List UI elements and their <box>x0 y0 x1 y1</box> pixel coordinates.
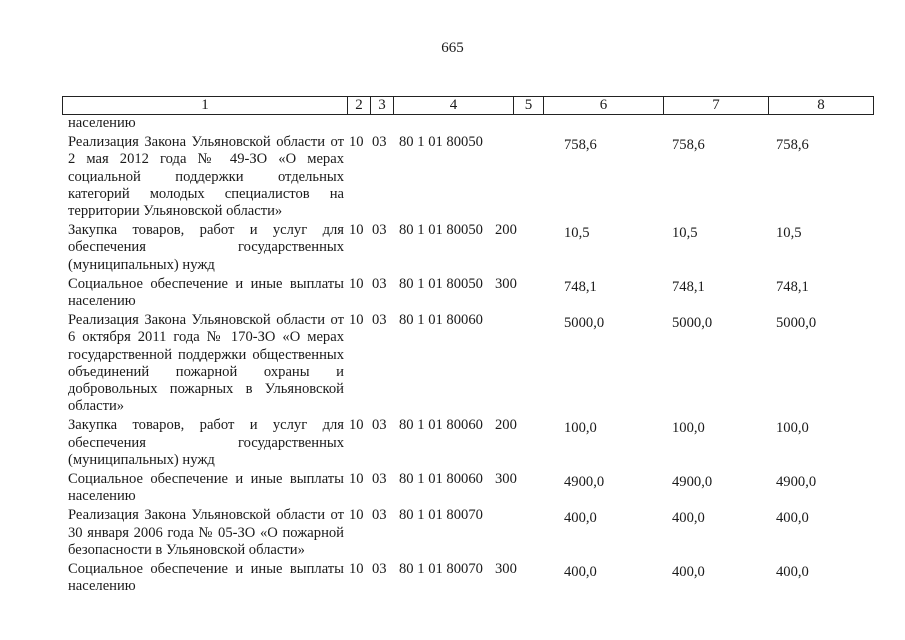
column-header-7: 7 <box>664 97 769 115</box>
cell-expense-type: 300 <box>495 561 517 578</box>
table-row <box>68 471 828 505</box>
cell-amount-7: 400,0 <box>672 510 705 527</box>
cell-expense-type: 200 <box>495 417 517 434</box>
table-row <box>68 561 828 595</box>
table-row <box>68 312 828 415</box>
row-description: Закупка товаров, работ и услуг для обеспечения государственных (муниципальных) нужд <box>68 417 344 468</box>
column-header-2: 2 <box>348 97 371 115</box>
cell-amount-6: 758,6 <box>564 137 597 154</box>
cell-amount-8: 758,6 <box>776 137 809 154</box>
cell-subsection: 03 <box>372 134 387 151</box>
cell-amount-6: 748,1 <box>564 278 597 295</box>
cell-subsection: 03 <box>372 312 387 329</box>
row-description: Социальное обеспечение и иные выплаты населению <box>68 561 344 595</box>
cell-target-code: 80 1 01 80050 <box>399 134 483 151</box>
cell-section: 10 <box>349 312 364 329</box>
page-number: 665 <box>441 40 464 56</box>
cell-amount-7: 10,5 <box>672 225 698 242</box>
cell-target-code: 80 1 01 80060 <box>399 417 483 434</box>
cell-target-code: 80 1 01 80070 <box>399 561 483 578</box>
cell-amount-6: 10,5 <box>564 225 590 242</box>
cell-amount-6: 4900,0 <box>564 474 605 491</box>
cell-subsection: 03 <box>372 275 387 292</box>
cell-amount-7: 5000,0 <box>672 315 713 332</box>
column-header-8: 8 <box>769 97 874 115</box>
cell-expense-type: 300 <box>495 471 517 488</box>
cell-amount-8: 100,0 <box>776 420 809 437</box>
row-description: Реализация Закона Ульяновской области от 6 октября 2011 года № 170-ЗО «О мерах государственной поддержки общественных объединений пожарной охраны и добровольных пожарных в Ульяновской области» <box>68 312 344 415</box>
cell-subsection: 03 <box>372 471 387 488</box>
cell-amount-7: 400,0 <box>672 564 705 581</box>
cell-section: 10 <box>349 417 364 434</box>
cell-amount-8: 5000,0 <box>776 315 817 332</box>
row-description: Социальное обеспечение и иные выплаты населению <box>68 275 344 310</box>
row-description: Социальное обеспечение и иные выплаты населению <box>68 471 344 505</box>
column-header-row <box>63 97 874 115</box>
cell-amount-8: 4900,0 <box>776 474 817 491</box>
table-row <box>68 134 828 220</box>
column-header-table <box>62 96 874 115</box>
cell-target-code: 80 1 01 80060 <box>399 471 483 488</box>
column-header-4: 4 <box>394 97 514 115</box>
cell-expense-type: 200 <box>495 222 517 239</box>
column-header-5: 5 <box>514 97 544 115</box>
column-header-1: 1 <box>63 97 348 115</box>
cell-amount-7: 4900,0 <box>672 474 713 491</box>
cell-amount-6: 400,0 <box>564 510 597 527</box>
cell-section: 10 <box>349 561 364 578</box>
cell-amount-7: 748,1 <box>672 278 705 295</box>
row-description: населению <box>68 115 136 131</box>
row-description: Закупка товаров, работ и услуг для обеспечения государственных (муниципальных) нужд <box>68 222 344 273</box>
cell-target-code: 80 1 01 80050 <box>399 222 483 239</box>
row-description: Реализация Закона Ульяновской области от 2 мая 2012 года № 49-ЗО «О мерах социальной поддержки отдельных категорий молодых специалистов на территории Ульяновской области» <box>68 134 344 220</box>
cell-amount-8: 748,1 <box>776 278 809 295</box>
cell-section: 10 <box>349 275 364 292</box>
column-header-3: 3 <box>371 97 394 115</box>
cell-amount-7: 758,6 <box>672 137 705 154</box>
cell-amount-6: 5000,0 <box>564 315 605 332</box>
cell-amount-8: 400,0 <box>776 510 809 527</box>
table-row <box>68 222 828 274</box>
cell-amount-6: 400,0 <box>564 564 597 581</box>
table-row <box>68 417 828 469</box>
cell-amount-7: 100,0 <box>672 420 705 437</box>
cell-section: 10 <box>349 134 364 151</box>
cell-subsection: 03 <box>372 507 387 524</box>
table-row <box>68 276 828 310</box>
cell-amount-8: 400,0 <box>776 564 809 581</box>
cell-section: 10 <box>349 471 364 488</box>
continuation-row <box>68 115 828 132</box>
row-description: Реализация Закона Ульяновской области от 30 января 2006 года № 05-ЗО «О пожарной безопасности в Ульяновской области» <box>68 507 344 558</box>
column-header-6: 6 <box>544 97 664 115</box>
cell-section: 10 <box>349 222 364 239</box>
table-row <box>68 507 828 559</box>
cell-amount-6: 100,0 <box>564 420 597 437</box>
budget-table-body <box>68 115 828 595</box>
cell-target-code: 80 1 01 80050 <box>399 275 483 292</box>
cell-target-code: 80 1 01 80070 <box>399 507 483 524</box>
cell-subsection: 03 <box>372 417 387 434</box>
cell-expense-type: 300 <box>495 275 517 292</box>
cell-subsection: 03 <box>372 561 387 578</box>
cell-section: 10 <box>349 507 364 524</box>
cell-target-code: 80 1 01 80060 <box>399 312 483 329</box>
cell-subsection: 03 <box>372 222 387 239</box>
cell-amount-8: 10,5 <box>776 225 802 242</box>
